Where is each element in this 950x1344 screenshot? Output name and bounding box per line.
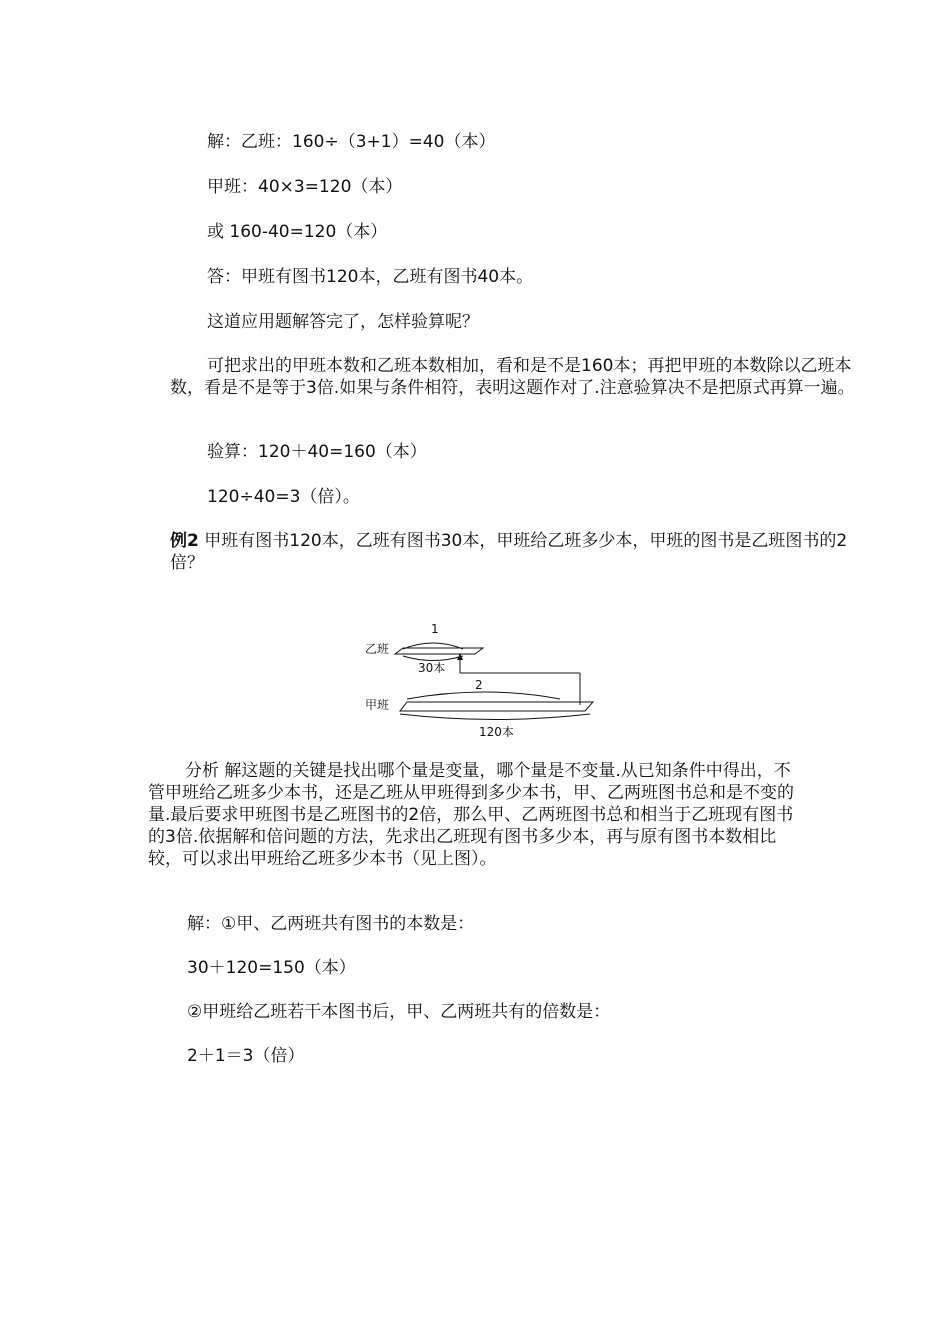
analysis-paragraph: 分析 解这题的关键是找出哪个量是变量，哪个量是不变量.从已知条件中得出，不管甲班给乙班多少本书，还是乙班从甲班得到多少本书，甲、乙两班图书总和是不变的量.最后要求甲班图书是乙班图书的2倍，那么甲、乙两班图书总和相当于乙班现有图书的3倍.依据解和倍问题的方法，先求出乙班现有图书多少本，再与原有图书本数相比较，可以求出甲班给乙班多少本书（见上图）。 — [148, 761, 794, 869]
example-2-text: 甲班有图书120本，乙班有图书30本，甲班给乙班多少本，甲班的图书是乙班图书的2倍？ — [170, 531, 848, 573]
solution-line-2: 甲班：40×3=120（本） — [207, 177, 403, 197]
diagram-yi-count: 30本 — [418, 661, 446, 675]
brace-jia-upper — [407, 692, 560, 699]
jia-bar — [400, 702, 593, 711]
solution-line-1: 解：乙班：160÷（3+1）=40（本） — [207, 132, 496, 152]
solution2-step-2: ②甲班给乙班若干本图书后，甲、乙两班共有的倍数是： — [187, 1002, 611, 1022]
brace-yi — [403, 656, 463, 661]
book-transfer-diagram — [355, 615, 605, 745]
diagram-jia-count: 120本 — [479, 725, 514, 739]
question-line: 这道应用题解答完了，怎样验算呢？ — [207, 312, 479, 332]
explanation-paragraph: 可把求出的甲班本数和乙班本数相加，看和是不是160本；再把甲班的本数除以乙班本数，看是不是等于3倍.如果与条件相符，表明这题作对了.注意验算决不是把原式再算一遍。 — [170, 356, 855, 398]
yi-bar — [395, 648, 483, 654]
example-2-label: 例2 — [170, 531, 199, 551]
solution2-calc-2: 2＋1＝3（倍） — [187, 1046, 305, 1066]
check-line-1: 验算：120＋40=160（本） — [207, 442, 427, 462]
solution2-calc-1: 30＋120=150（本） — [187, 958, 356, 978]
example-2-paragraph — [170, 530, 855, 574]
answer-line: 答：甲班有图书120本，乙班有图书40本。 — [207, 267, 534, 287]
brace-jia-lower — [400, 714, 590, 720]
solution2-step-1: 解：①甲、乙两班共有图书的本数是： — [187, 914, 475, 934]
diagram-mid-number: 2 — [475, 678, 483, 692]
diagram-label-jia: 甲班 — [365, 698, 390, 712]
solution-line-3: 或 160-40=120（本） — [207, 222, 388, 242]
diagram-label-yi: 乙班 — [365, 642, 390, 656]
diagram-top-number: 1 — [431, 622, 439, 636]
check-line-2: 120÷40=3（倍）。 — [207, 487, 360, 507]
